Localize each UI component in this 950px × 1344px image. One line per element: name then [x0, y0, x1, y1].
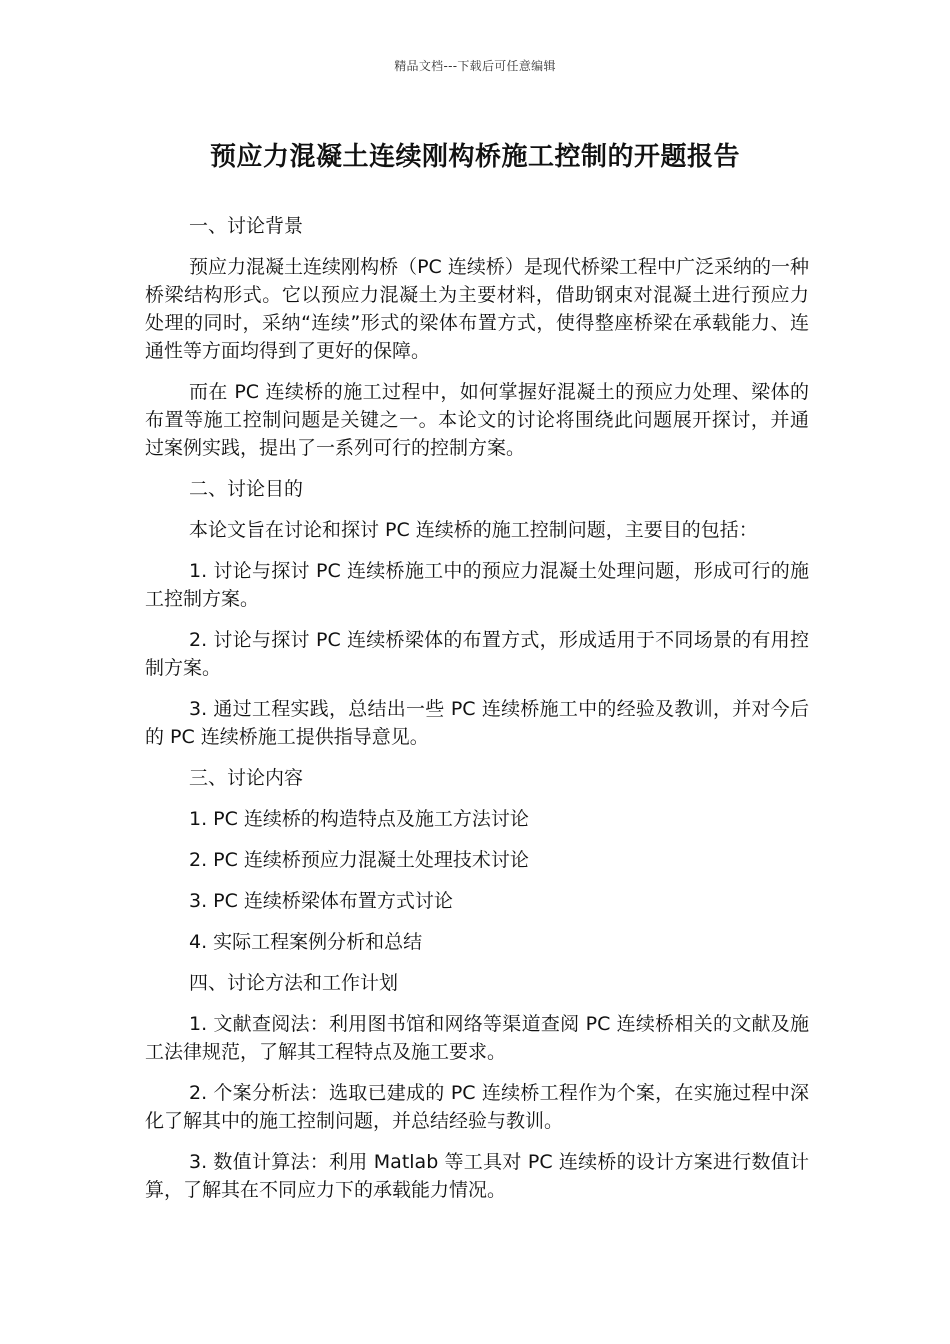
- list-item-content-3: 3. PC 连续桥梁体布置方式讨论: [189, 890, 453, 912]
- list-item-method-3: 3. 数值计算法：利用 Matlab 等工具对 PC 连续桥的设计方案进行数值计算，了解其在不同应力下的承载能力情况。: [145, 1151, 809, 1201]
- header-note: 精品文档---下载后可任意编辑: [394, 59, 556, 73]
- list-item-content-1: 1. PC 连续桥的构造特点及施工方法讨论: [189, 808, 529, 830]
- section-heading-background: 一、讨论背景: [189, 215, 304, 237]
- section-heading-content: 三、讨论内容: [189, 767, 304, 789]
- section-heading-method: 四、讨论方法和工作计划: [189, 972, 399, 994]
- document-body: [145, 212, 809, 1217]
- list-item-purpose-1: 1. 讨论与探讨 PC 连续桥施工中的预应力混凝土处理问题，形成可行的施工控制方案。: [145, 560, 809, 610]
- list-item-content-4: 4. 实际工程案例分析和总结: [189, 931, 423, 953]
- document-title: 预应力混凝土连续刚构桥施工控制的开题报告: [209, 142, 740, 172]
- list-item-method-2: 2. 个案分析法：选取已建成的 PC 连续桥工程作为个案，在实施过程中深化了解其中的施工控制问题，并总结经验与教训。: [145, 1082, 809, 1132]
- list-item-purpose-3: 3. 通过工程实践，总结出一些 PC 连续桥施工中的经验及教训，并对今后的 PC 连续桥施工提供指导意见。: [145, 698, 809, 748]
- section-heading-purpose: 二、讨论目的: [189, 478, 304, 500]
- paragraph-purpose-intro: 本论文旨在讨论和探讨 PC 连续桥的施工控制问题，主要目的包括：: [189, 519, 758, 541]
- list-item-method-1: 1. 文献查阅法：利用图书馆和网络等渠道查阅 PC 连续桥相关的文献及施工法律规范，了解其工程特点及施工要求。: [145, 1013, 809, 1063]
- list-item-purpose-2: 2. 讨论与探讨 PC 连续桥梁体的布置方式，形成适用于不同场景的有用控制方案。: [145, 629, 809, 679]
- paragraph-background-2: 而在 PC 连续桥的施工过程中，如何掌握好混凝土的预应力处理、梁体的布置等施工控制问题是关键之一。本论文的讨论将围绕此问题展开探讨，并通过案例实践，提出了一系列可行的控制方案。: [145, 381, 809, 459]
- paragraph-background-1: 预应力混凝土连续刚构桥（PC 连续桥）是现代桥梁工程中广泛采纳的一种桥梁结构形式。它以预应力混凝土为主要材料，借助钢束对混凝土进行预应力处理的同时，采纳“连续”形式的梁体布置方式，使得整座桥梁在承载能力、连通性等方面均得到了更好的保障。: [145, 256, 809, 362]
- list-item-content-2: 2. PC 连续桥预应力混凝土处理技术讨论: [189, 849, 529, 871]
